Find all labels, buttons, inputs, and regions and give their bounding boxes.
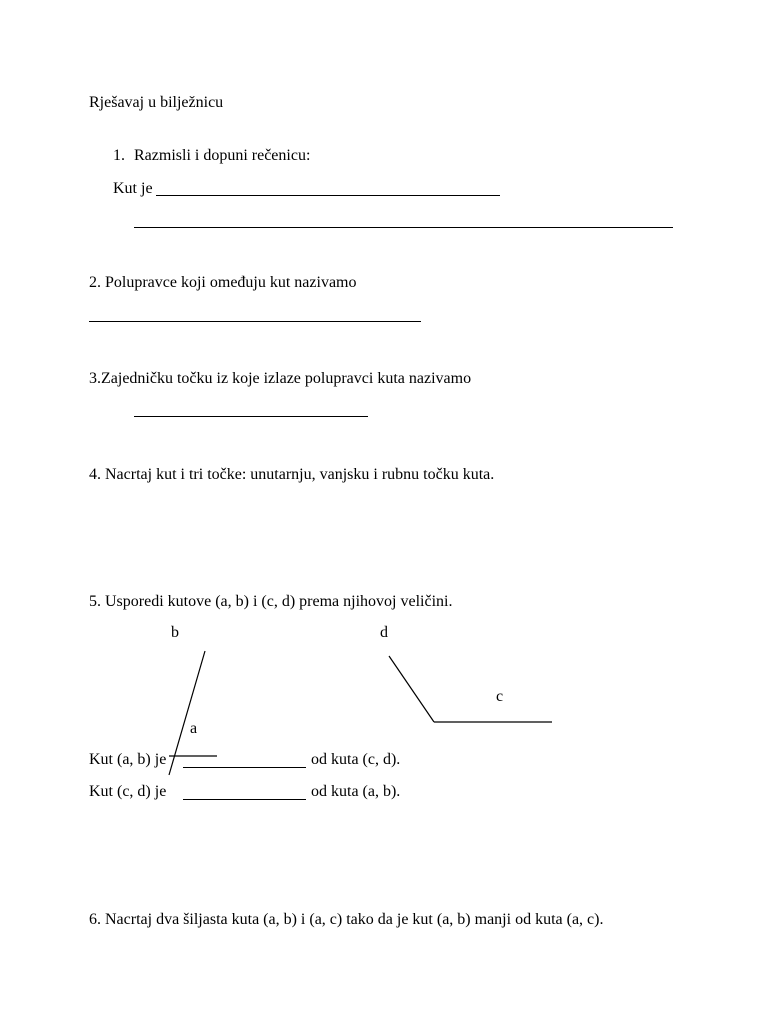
label-a: a xyxy=(190,720,198,737)
q5-sentence1-start: Kut (a, b) je xyxy=(89,751,167,768)
label-b: b xyxy=(171,624,179,641)
ray-d xyxy=(389,656,434,722)
q5-answer-line-2[interactable] xyxy=(183,799,306,800)
q5-sentence2-start: Kut (c, d) je xyxy=(89,783,167,800)
q5-sentence2-end: od kuta (a, b). xyxy=(311,783,401,800)
label-c: c xyxy=(496,688,504,705)
q4-text: 4. Nacrtaj kut i tri točke: unutarnju, vanjsku i rubnu točku kuta. xyxy=(89,466,495,483)
q5-sentence1-end: od kuta (c, d). xyxy=(311,751,401,768)
q1-text: Razmisli i dopuni rečenicu: xyxy=(134,147,311,164)
q3-text: 3.Zajedničku točku iz koje izlaze polupravci kuta nazivamo xyxy=(89,370,472,387)
label-d: d xyxy=(380,624,388,641)
q6-text: 6. Nacrtaj dva šiljasta kuta (a, b) i (a, c) tako da je kut (a, b) manji od kuta (a, c). xyxy=(89,911,604,928)
instruction-heading: Rješavaj u bilježnicu xyxy=(89,94,224,111)
q1-number: 1. xyxy=(113,147,125,164)
q5-answer-line-1[interactable] xyxy=(183,767,306,768)
q5-text: 5. Usporedi kutove (a, b) i (c, d) prema njihovoj veličini. xyxy=(89,593,453,610)
q1-prefix: Kut je xyxy=(113,180,153,197)
q2-text: 2. Polupravce koji omeđuju kut nazivamo xyxy=(89,274,357,291)
